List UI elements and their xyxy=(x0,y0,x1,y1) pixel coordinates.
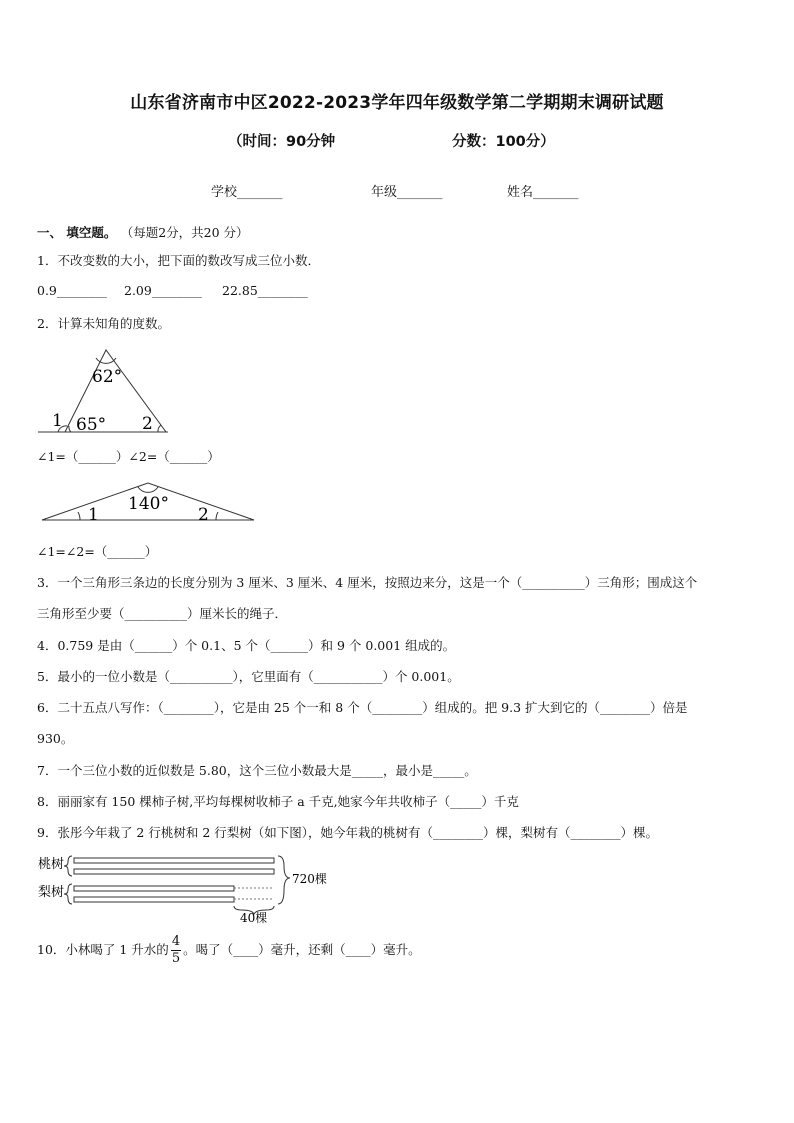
pear-bar-2 xyxy=(74,897,234,902)
section-heading xyxy=(37,223,249,241)
total-brace xyxy=(278,856,290,904)
exam-score: 分数：100分） xyxy=(452,134,555,150)
question-2: 2．计算未知角的度数。 xyxy=(37,316,170,331)
question-4: 4．0.759 是由（______）个 0.1、5 个（______）和 9 个 0.001 组成的。 xyxy=(37,638,456,653)
fraction-numerator: 4 xyxy=(171,934,181,949)
pear-bar-1 xyxy=(74,886,234,891)
left-angle-arc xyxy=(78,512,80,520)
inner-angle-label: 65° xyxy=(76,415,107,435)
peach-brace xyxy=(64,856,72,876)
triangle-figure-2 xyxy=(38,476,260,526)
q2-answer-2[interactable]: ∠1=∠2=（______） xyxy=(37,544,158,559)
angle-2-label: 2 xyxy=(198,505,209,525)
angle-2-label: 2 xyxy=(142,414,153,434)
section-title: 一、 填空题。 xyxy=(37,225,117,240)
question-3-line-1: 3．一个三角形三条边的长度分别为 3 厘米、3 厘米、4 厘米，按照边来分，这是一个（__________）三角形；围成这个 xyxy=(37,575,698,590)
triangle-figure-1 xyxy=(34,344,174,436)
question-8: 8．丽丽家有 150 棵柿子树,平均每棵树收柿子 a 千克,她家今年共收柿子（_____）千克 xyxy=(37,794,519,809)
question-3-line-2: 三角形至少要（__________）厘米长的绳子． xyxy=(37,606,288,621)
q10-prefix: 10．小林喝了 1 升水的 xyxy=(37,942,169,957)
q10-suffix: 。喝了（____）毫升，还剩（____）毫升。 xyxy=(183,942,421,957)
peach-label: 桃树 xyxy=(38,857,65,872)
inner-angle-arc xyxy=(69,426,71,432)
angle-1-label: 1 xyxy=(52,411,63,431)
q2-answer-1[interactable]: ∠1=（______）∠2=（______） xyxy=(37,449,220,464)
q1-item-3[interactable]: 22.85________ xyxy=(222,283,308,298)
question-7: 7．一个三位小数的近似数是 5.80，这个三位小数最大是_____，最小是_____。 xyxy=(37,763,477,778)
angle-1-label: 1 xyxy=(88,505,99,525)
section-note: （每题2分，共20 分） xyxy=(120,225,249,240)
peach-bar-2 xyxy=(74,869,274,874)
question-6-line-1: 6．二十五点八写作：（________），它是由 25 个一和 8 个（________）组成的。把 9.3 扩大到它的（________）倍是 xyxy=(37,700,688,715)
page-title: 山东省济南市中区2022-2023学年四年级数学第二学期期末调研试题 xyxy=(130,93,664,113)
exam-time: （时间：90分钟 xyxy=(228,134,336,150)
question-10 xyxy=(37,934,421,967)
question-6-line-2: 930。 xyxy=(37,731,74,746)
top-angle-label: 62° xyxy=(92,367,123,387)
top-angle-arc xyxy=(138,487,158,492)
pear-label: 梨树 xyxy=(38,885,65,900)
fraction xyxy=(171,934,181,967)
right-angle-arc xyxy=(216,512,218,520)
top-angle-label: 140° xyxy=(128,494,169,514)
total-label: 720棵 xyxy=(292,872,327,886)
q1-item-2[interactable]: 2.09________ xyxy=(124,283,202,298)
grade-field[interactable]: 年级_______ xyxy=(371,185,443,200)
q1-item-1[interactable]: 0.9________ xyxy=(37,283,107,298)
pear-brace xyxy=(64,884,72,904)
question-9: 9．张彤今年栽了 2 行桃树和 2 行梨树（如下图），她今年栽的桃树有（________）棵，梨树有（________）棵。 xyxy=(37,825,659,840)
peach-bar-1 xyxy=(74,858,274,863)
question-5: 5．最小的一位小数是（__________），它里面有（___________）个 0.001。 xyxy=(37,669,460,684)
right-angle-arc xyxy=(158,425,161,432)
question-1: 1．不改变数的大小，把下面的数改写成三位小数． xyxy=(37,253,320,268)
difference-label: 40棵 xyxy=(240,911,268,924)
fraction-denominator: 5 xyxy=(171,951,181,966)
name-field[interactable]: 姓名_______ xyxy=(507,185,579,200)
school-field[interactable]: 学校_______ xyxy=(211,185,283,200)
tree-bar-diagram xyxy=(36,852,336,924)
